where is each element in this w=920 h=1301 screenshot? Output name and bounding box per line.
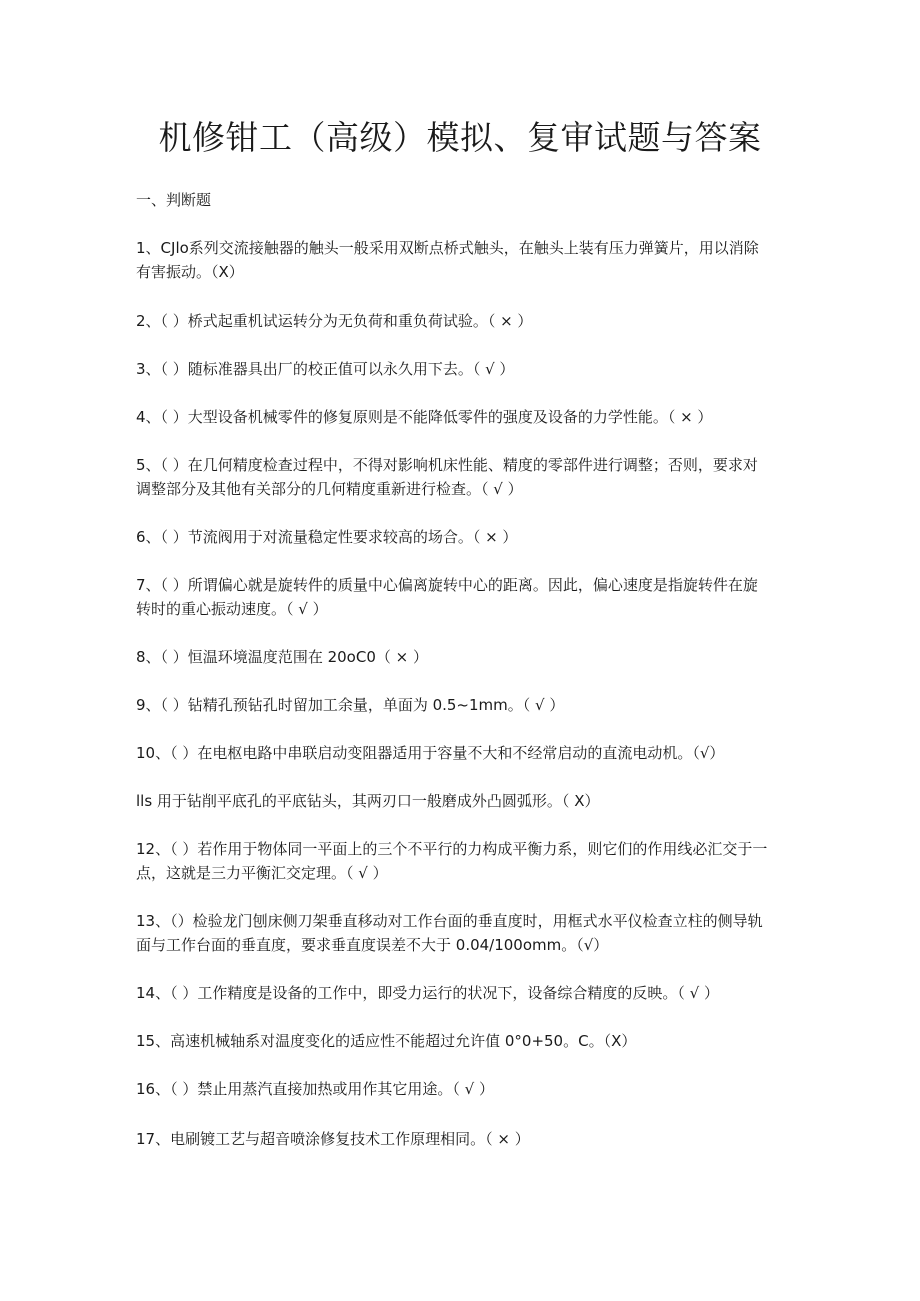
question-line: 点，这就是三力平衡汇交定理。（ √ ） [136, 864, 388, 882]
question-item [136, 645, 796, 669]
question-line: 10、（ ）在电枢电路中串联启动变阻器适用于容量不大和不经常启动的直流电动机。（√） [136, 744, 725, 762]
page-title: 机修钳工（高级）模拟、复审试题与答案 [158, 118, 762, 157]
question-line: 面与工作台面的垂直度，要求垂直度误差不大于 0.04/100omm。（√） [136, 936, 609, 954]
question-item [136, 1077, 796, 1101]
question-line: 6、（ ）节流阀用于对流量稳定性要求较高的场合。（ × ） [136, 528, 518, 546]
question-item [136, 236, 796, 284]
question-item [136, 789, 796, 813]
question-line: 4、（ ）大型设备机械零件的修复原则是不能降低零件的强度及设备的力学性能。（ × ） [136, 408, 713, 426]
question-line: 7、（ ）所谓偏心就是旋转件的质量中心偏离旋转中心的距离。因此，偏心速度是指旋转件在旋 [136, 576, 758, 594]
section-heading: 一、判断题 [136, 191, 212, 209]
question-line: lls 用于钻削平底孔的平底钻头，其两刃口一般磨成外凸圆弧形。（ X） [136, 792, 600, 810]
question-line: 17、电刷镀工艺与超音喷涂修复技术工作原理相同。（ × ） [136, 1130, 530, 1148]
question-line: 8、（ ）恒温环境温度范围在 20oC0（ × ） [136, 648, 428, 666]
question-item [136, 693, 796, 717]
question-item [136, 573, 796, 621]
question-line: 2、（ ）桥式起重机试运转分为无负荷和重负荷试验。（ × ） [136, 312, 533, 330]
question-item [136, 741, 796, 765]
question-item [136, 981, 796, 1005]
question-line: 5、（ ）在几何精度检查过程中，不得对影响机床性能、精度的零部件进行调整；否则，要求对 [136, 456, 758, 474]
question-line: 1、CJlo系列交流接触器的触头一般采用双断点桥式触头，在触头上装有压力弹簧片，用以消除 [136, 239, 759, 257]
question-line: 转时的重心振动速度。（ √ ） [136, 600, 328, 618]
question-line: 12、（ ）若作用于物体同一平面上的三个不平行的力构成平衡力系，则它们的作用线必汇交于一 [136, 840, 768, 858]
question-item [136, 453, 796, 501]
question-line: 16、（ ）禁止用蒸汽直接加热或用作其它用途。（ √ ） [136, 1080, 494, 1098]
question-line: 9、（ ）钻精孔预钻孔时留加工余量，单面为 0.5~1mm。（ √ ） [136, 696, 565, 714]
question-line: 15、高速机械轴系对温度变化的适应性不能超过允许值 0°0+50。C。（X） [136, 1032, 637, 1050]
question-item [136, 837, 796, 885]
question-item [136, 309, 796, 333]
question-line: 3、（ ）随标准器具出厂的校正值可以永久用下去。（ √ ） [136, 360, 515, 378]
question-line: 13、（）检验龙门刨床侧刀架垂直移动对工作台面的垂直度时，用框式水平仪检查立柱的侧导轨 [136, 912, 763, 930]
question-item [136, 357, 796, 381]
question-item [136, 405, 796, 429]
question-item [136, 1029, 796, 1053]
question-line: 有害振动。（X） [136, 263, 244, 281]
question-item [136, 1127, 796, 1151]
question-line: 调整部分及其他有关部分的几何精度重新进行检查。（ √ ） [136, 480, 523, 498]
question-item [136, 909, 796, 957]
question-line: 14、（ ）工作精度是设备的工作中，即受力运行的状况下，设备综合精度的反映。（ √ ） [136, 984, 719, 1002]
question-item [136, 525, 796, 549]
